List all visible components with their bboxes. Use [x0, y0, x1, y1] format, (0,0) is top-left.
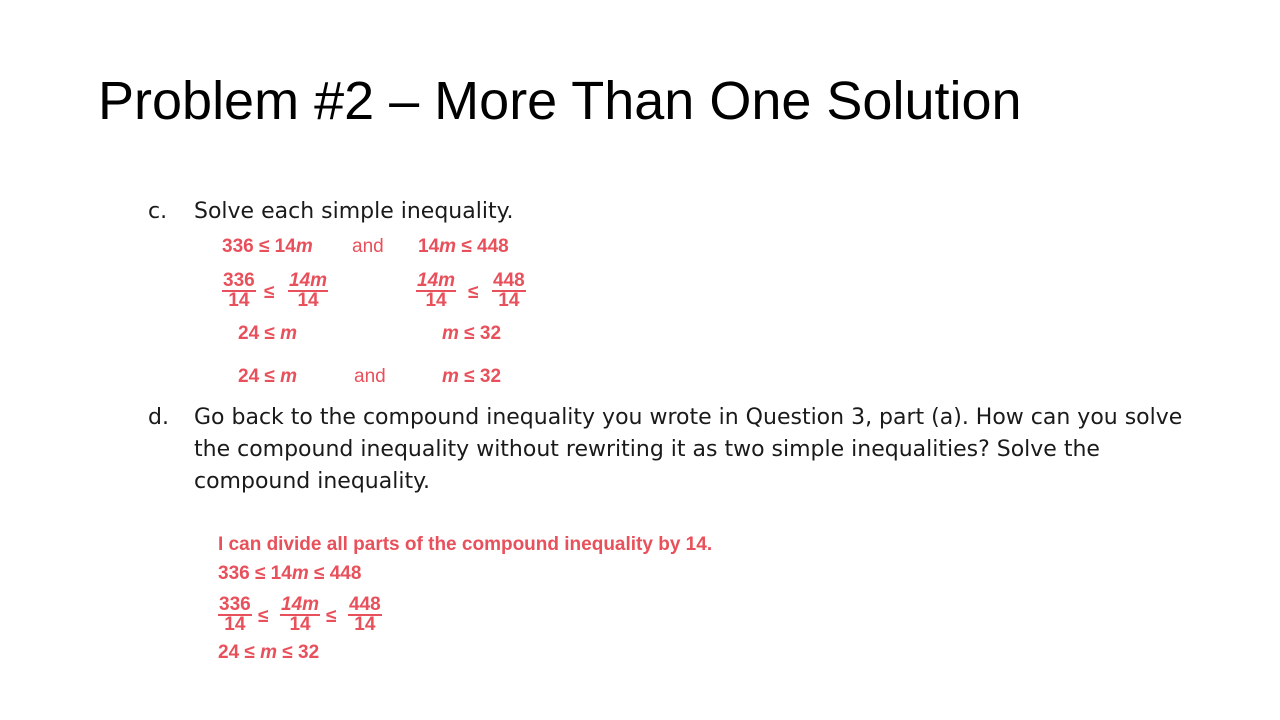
item-d-text: Go back to the compound inequality you wrote in Question 3, part (a). How can you solve the compound inequality without rewriting it as two simple inequalities? Solve the compound inequality.: [194, 405, 1183, 494]
work-c-row1-right: 14m ≤ 448: [418, 236, 509, 257]
slide-title: Problem #2 – More Than One Solution: [98, 71, 1022, 131]
item-d-marker: d.: [148, 405, 169, 430]
work-d-frac2: $\frac{14m}{14}$: [281, 594, 320, 635]
item-d: [148, 402, 1208, 502]
work-d-line1: I can divide all parts of the compound inequality by 14.: [218, 534, 713, 555]
work-c-row4-left: 24 ≤ m: [238, 366, 298, 387]
work-d-line2: 336 ≤ 14m ≤ 448: [218, 563, 362, 584]
work-c-frac4: $\frac{448}{14}$: [493, 270, 525, 311]
work-c-frac2: $\frac{14m}{14}$: [289, 270, 328, 311]
work-c-leq2: ≤: [468, 282, 479, 303]
item-c-text: Solve each simple inequality.: [194, 199, 514, 224]
work-c-frac3: $\frac{14m}{14}$: [417, 270, 456, 311]
work-c-and: and: [352, 236, 384, 257]
item-c-marker: c.: [148, 199, 168, 224]
work-c-row4-right: m ≤ 32: [442, 366, 502, 387]
work-d-line4: 24 ≤ m ≤ 32: [218, 642, 320, 663]
work-c-row3-left: 24 ≤ m: [238, 323, 298, 344]
work-c-row1-left: 336 ≤ 14m: [222, 236, 313, 257]
work-c-row3-right: m ≤ 32: [442, 323, 502, 344]
work-c-row4-and: and: [354, 366, 386, 387]
work-d-leq1: ≤: [258, 606, 269, 627]
work-d-frac3: $\frac{448}{14}$: [349, 594, 381, 635]
work-d-frac1: $\frac{336}{14}$: [219, 594, 251, 635]
work-c-leq1: ≤: [264, 282, 275, 303]
item-c: [148, 196, 1148, 228]
work-d-leq2: ≤: [326, 606, 337, 627]
work-c-frac1: $\frac{336}{14}$: [223, 270, 255, 311]
